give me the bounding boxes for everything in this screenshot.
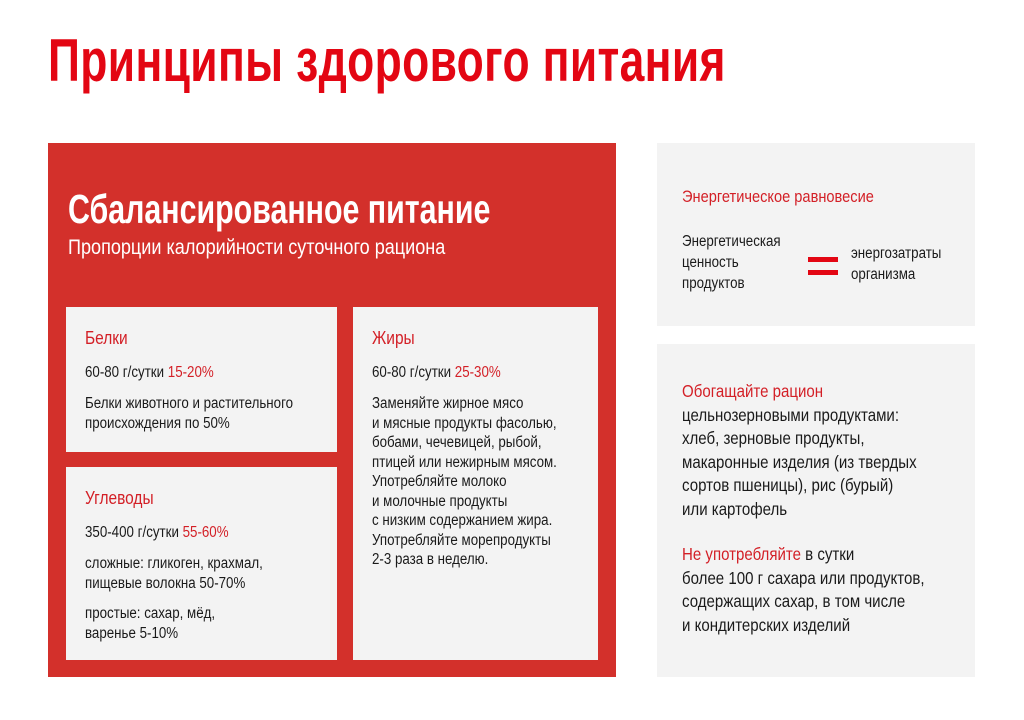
carbs-complex-line: пищевые волокна 50-70% [85, 574, 246, 592]
energy-left-line: Энергетическая [682, 233, 781, 250]
page-title: Принципы здорового питания [48, 27, 726, 94]
proteins-title: Белки [85, 328, 128, 348]
equals-icon [808, 257, 838, 275]
proteins-grams: 60-80 г/сутки [85, 364, 165, 381]
energy-balance-panel [657, 143, 975, 326]
proteins-text-line: происхождения по 50% [85, 414, 230, 432]
fats-percent: 25-30% [454, 364, 501, 381]
fats-text-line: Заменяйте жирное мясо [372, 395, 524, 412]
balanced-nutrition-subtitle: Пропорции калорийности суточного рациона [68, 236, 446, 259]
carbs-grams: 350-400 г/сутки [85, 524, 179, 541]
enrich-diet-highlight: Обогащайте рацион [682, 381, 824, 401]
energy-right-line: энергозатраты [851, 245, 942, 262]
avoid-sugar-block [682, 543, 925, 637]
carbs-simple [85, 604, 263, 643]
carbs-card [66, 467, 337, 660]
carbs-title: Углеводы [85, 488, 154, 508]
energy-left-line: продуктов [682, 275, 745, 292]
proteins-amount [85, 363, 293, 382]
avoid-highlight: Не употребляйте [682, 544, 801, 564]
enrich-diet-block [682, 380, 917, 521]
energy-expenditure-label [851, 243, 941, 285]
energy-left-line: ценность [682, 254, 739, 271]
carbs-simple-line: простые: сахар, мёд, [85, 605, 216, 622]
avoid-first-line [682, 543, 925, 567]
fats-card [353, 307, 598, 660]
fats-description [372, 394, 557, 570]
fats-text-line: Употребляйте молоко [372, 473, 507, 490]
energy-right-line: организма [851, 266, 916, 283]
fats-title: Жиры [372, 328, 415, 348]
carbs-percent: 55-60% [182, 524, 229, 541]
balanced-nutrition-title: Сбалансированное питание [68, 186, 491, 232]
fats-grams: 60-80 г/сутки [372, 364, 452, 381]
avoid-first-line-rest: в сутки [800, 544, 855, 564]
fats-text-line: с низким содержанием жира. [372, 512, 553, 529]
enrich-line: сортов пшеницы), рис (бурый) [682, 475, 894, 495]
fats-text-line: бобами, чечевицей, рыбой, [372, 434, 542, 451]
fats-amount [372, 363, 557, 382]
proteins-description [85, 394, 293, 433]
fats-text-line: птицей или нежирным мясом. [372, 453, 557, 471]
fats-text-line: 2-3 раза в неделю. [372, 551, 489, 568]
carbs-amount [85, 523, 263, 542]
energy-balance-title: Энергетическое равновесие [682, 187, 874, 206]
enrich-line: хлеб, зерновые продукты, [682, 428, 865, 448]
carbs-simple-line: варенье 5-10% [85, 624, 179, 642]
carbs-complex [85, 554, 263, 593]
recommendations-panel [657, 344, 975, 677]
fats-text-line: Употребляйте морепродукты [372, 531, 551, 549]
balanced-nutrition-panel [48, 143, 616, 677]
proteins-text-line: Белки животного и растительного [85, 395, 294, 412]
carbs-complex-line: сложные: гликоген, крахмал, [85, 555, 263, 572]
avoid-line: и кондитерских изделий [682, 614, 851, 635]
proteins-percent: 15-20% [167, 364, 214, 381]
enrich-line: или картофель [682, 498, 788, 519]
avoid-line: более 100 г сахара или продуктов, [682, 567, 925, 588]
energy-value-label [682, 231, 781, 294]
enrich-line: макаронные изделия (из твердых [682, 451, 917, 472]
fats-text-line: и мясные продукты фасолью, [372, 414, 557, 432]
proteins-card [66, 307, 337, 452]
enrich-line: цельнозерновыми продуктами: [682, 404, 900, 425]
avoid-line: содержащих сахар, в том числе [682, 591, 906, 611]
fats-text-line: и молочные продукты [372, 492, 508, 510]
